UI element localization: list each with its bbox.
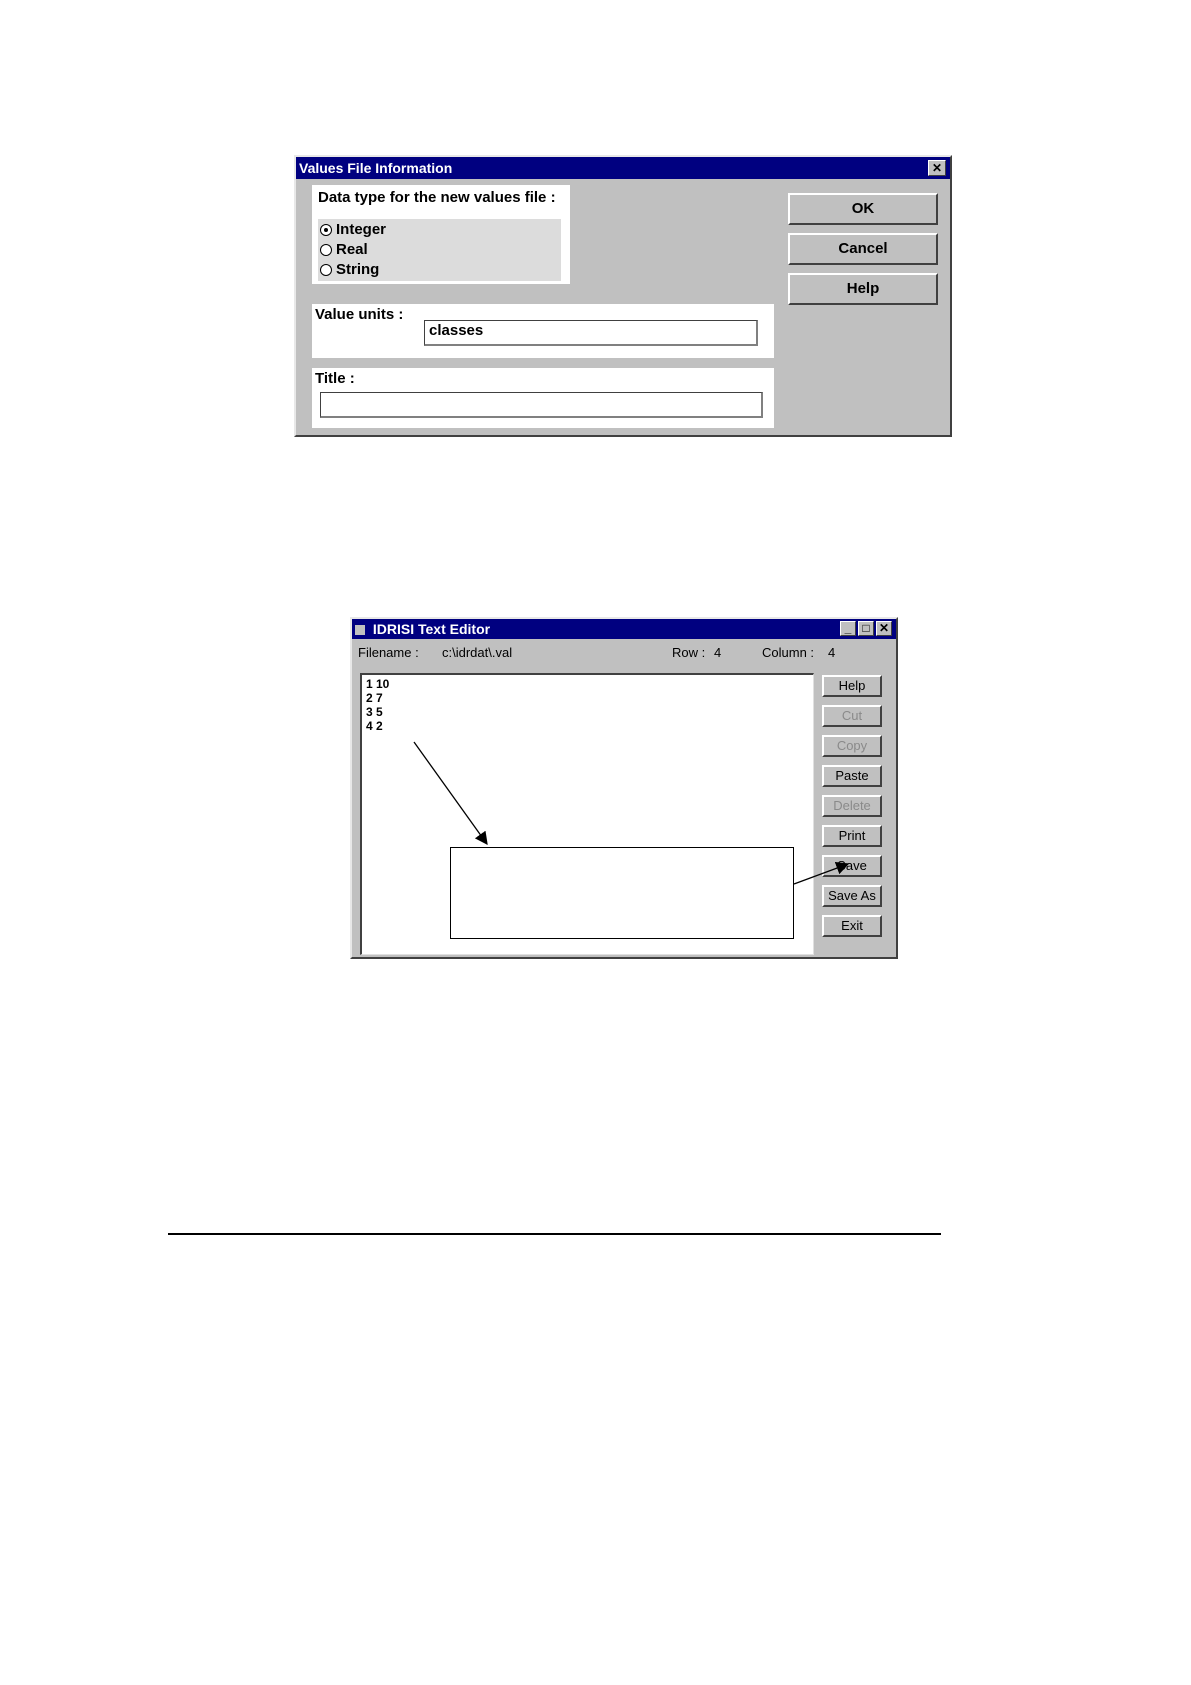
filename-label: Filename :: [358, 645, 419, 660]
text-line: 2 7: [366, 691, 383, 705]
radio-string-label: String: [336, 261, 380, 278]
column-value: 4: [828, 645, 836, 660]
save-as-button[interactable]: Save As: [822, 885, 882, 907]
exit-button[interactable]: Exit: [822, 915, 882, 937]
arrow-to-text-area: [414, 742, 487, 844]
print-button[interactable]: Print: [822, 825, 882, 847]
editor-help-button[interactable]: Help: [822, 675, 882, 697]
text-line: 4 2: [366, 719, 383, 733]
column-label: Column :: [762, 645, 815, 660]
editor-title: IDRISI Text Editor: [372, 621, 491, 637]
maximize-icon[interactable]: □: [858, 621, 874, 636]
help-button[interactable]: Help: [788, 273, 938, 305]
paste-button[interactable]: Paste: [822, 765, 882, 787]
page-divider-line: [168, 1233, 941, 1235]
copy-button[interactable]: Copy: [822, 735, 882, 757]
data-type-label: Data type for the new values file :: [318, 189, 556, 206]
minimize-icon[interactable]: _: [840, 621, 856, 636]
close-icon[interactable]: ✕: [876, 621, 892, 636]
delete-button[interactable]: Delete: [822, 795, 882, 817]
cancel-button[interactable]: Cancel: [788, 233, 938, 265]
text-line: 1 10: [366, 677, 390, 691]
close-icon[interactable]: ✕: [928, 160, 946, 176]
row-label: Row :: [672, 645, 706, 660]
text-line: 3 5: [366, 705, 383, 719]
row-value: 4: [714, 645, 722, 660]
arrow-to-save-button: [794, 864, 848, 884]
radio-integer-label: Integer: [336, 221, 387, 238]
radio-real-label: Real: [336, 241, 368, 258]
dialog-title: Values File Information: [299, 160, 453, 176]
title-field-label: Title :: [315, 370, 355, 387]
value-units-input[interactable]: classes: [424, 320, 758, 346]
value-units-label: Value units :: [315, 306, 404, 323]
save-button[interactable]: Save: [822, 855, 882, 877]
cut-button[interactable]: Cut: [822, 705, 882, 727]
ok-button[interactable]: OK: [788, 193, 938, 225]
filename-value: c:\idrdat\.val: [442, 645, 513, 660]
